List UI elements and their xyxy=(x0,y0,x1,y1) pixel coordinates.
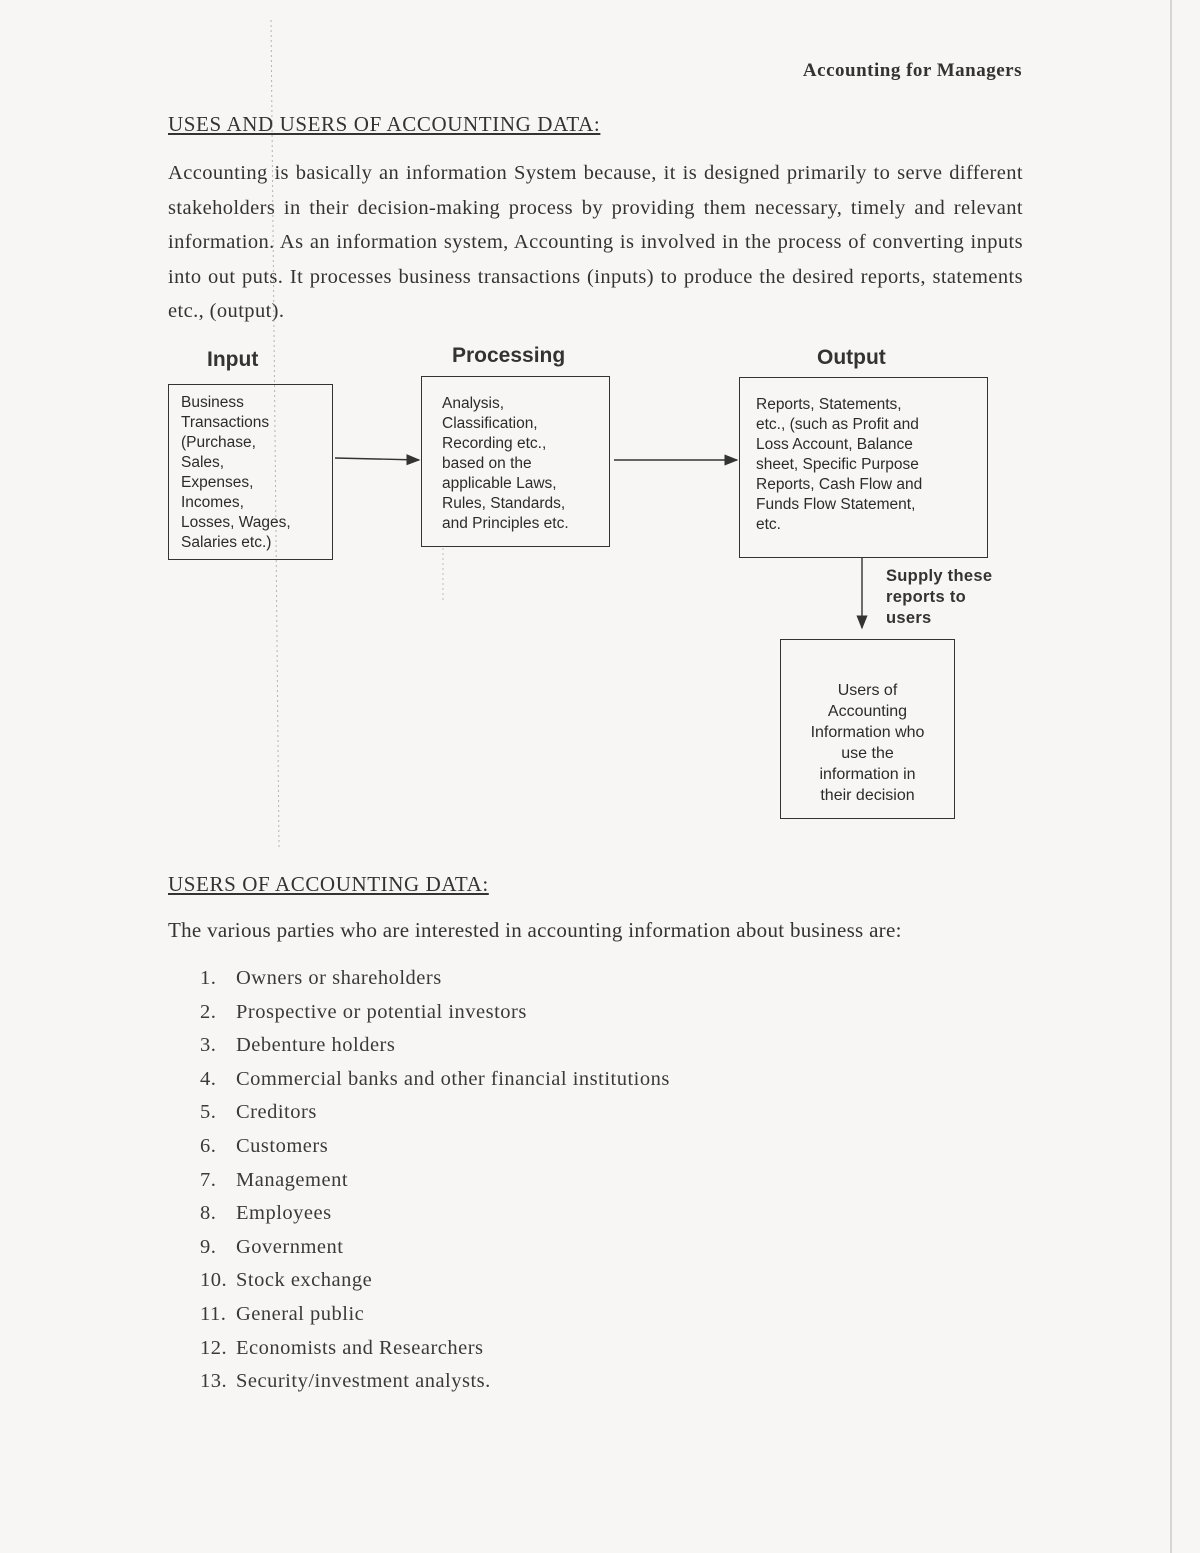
list-item xyxy=(200,1164,670,1198)
list-item xyxy=(200,1197,670,1231)
users-box-text: Users of Accounting Information who use the information in their decision xyxy=(810,682,925,804)
list-item-number: 4. xyxy=(200,1067,217,1090)
output-box-text: Reports, Statements, etc., (such as Profit and Loss Account, Balance sheet, Specific Purpose Reports, Cash Flow and Funds Flow Statement, etc. xyxy=(756,396,923,533)
list-item xyxy=(200,1332,670,1366)
list-item-label: Debenture holders xyxy=(236,1034,396,1057)
list-item-number: 6. xyxy=(200,1134,217,1157)
processing-heading: Processing xyxy=(452,344,566,367)
list-item-number: 2. xyxy=(200,1000,217,1023)
list-item-number: 8. xyxy=(200,1202,217,1225)
users-list xyxy=(200,962,670,1399)
list-item-number: 12. xyxy=(200,1336,228,1359)
list-item-label: General public xyxy=(236,1302,365,1325)
output-heading: Output xyxy=(817,346,886,369)
list-item xyxy=(200,962,670,996)
list-item-number: 5. xyxy=(200,1101,217,1124)
running-header: Accounting for Managers xyxy=(802,60,1022,81)
list-item-label: Customers xyxy=(236,1134,329,1157)
intro-paragraph: Accounting is basically an information System because, it is designed primarily to serve different stakeholders in their decision-making process by providing them necessary, timely and relevant information. As an information system, Accounting is involved in the process of converting inputs into out puts. It processes business transactions (inputs) to produce the desired reports, statements etc., (output). xyxy=(168,162,1023,322)
list-item xyxy=(200,1298,670,1332)
list-item xyxy=(200,1231,670,1265)
list-item-number: 10. xyxy=(200,1269,228,1292)
list-item-number: 3. xyxy=(200,1034,217,1057)
input-box-text: Business Transactions (Purchase, Sales, Expenses, Incomes, Losses, Wages, Salaries etc.) xyxy=(181,394,291,551)
list-item-label: Owners or shareholders xyxy=(236,967,442,989)
processing-box-text: Analysis, Classification, Recording etc., based on the applicable Laws, Rules, Standards, and Principles etc. xyxy=(442,395,569,532)
list-item xyxy=(200,1365,670,1399)
list-item xyxy=(200,1264,670,1298)
list-item-label: Security/investment analysts. xyxy=(236,1370,491,1393)
input-to-processing-arrow xyxy=(335,458,419,460)
list-item xyxy=(200,1130,670,1164)
list-item-label: Management xyxy=(236,1168,349,1191)
list-item-label: Government xyxy=(236,1235,344,1258)
list-item-number: 7. xyxy=(200,1168,217,1191)
list-item-label: Prospective or potential investors xyxy=(236,1000,527,1023)
list-item-number: 11. xyxy=(200,1302,227,1325)
list-item-label: Employees xyxy=(236,1202,332,1225)
list-item-label: Creditors xyxy=(236,1101,317,1124)
list-item-number: 13. xyxy=(200,1370,228,1393)
list-item xyxy=(200,1063,670,1097)
list-item xyxy=(200,1029,670,1063)
list-item-number: 9. xyxy=(200,1235,217,1258)
section-title-uses-and-users: USES AND USERS OF ACCOUNTING DATA: xyxy=(168,112,601,136)
list-item-label: Economists and Researchers xyxy=(236,1336,484,1359)
section-title-users: USERS OF ACCOUNTING DATA: xyxy=(168,872,489,896)
input-heading: Input xyxy=(207,348,259,371)
list-item-number: 1. xyxy=(200,967,217,989)
list-item xyxy=(200,1096,670,1130)
users-intro: The various parties who are interested in accounting information about business are: xyxy=(168,918,902,942)
supply-reports-label: Supply these reports to users xyxy=(886,567,993,627)
list-item xyxy=(200,996,670,1030)
scan-artifact-line xyxy=(271,20,279,848)
list-item-label: Commercial banks and other financial institutions xyxy=(236,1067,670,1090)
list-item-label: Stock exchange xyxy=(236,1269,373,1292)
